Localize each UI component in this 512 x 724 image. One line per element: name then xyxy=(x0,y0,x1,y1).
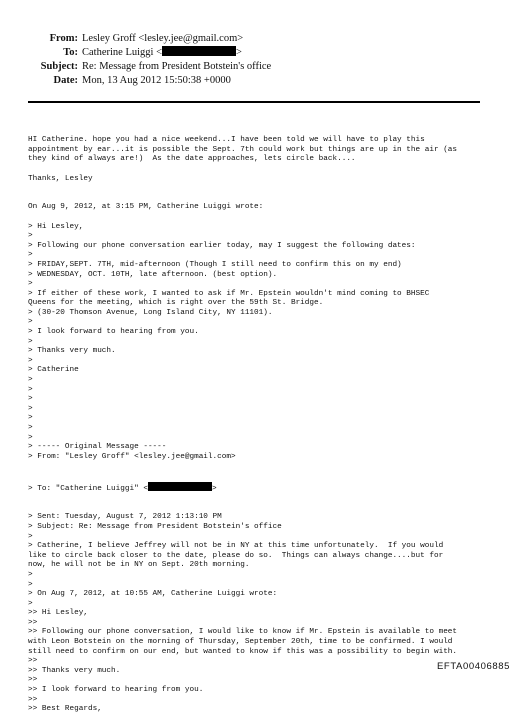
body-line: >> xyxy=(28,657,38,666)
body-line: > Following our phone conversation earlier today, may I suggest the following dates: xyxy=(28,241,416,250)
body-line: > xyxy=(28,395,33,404)
body-line: Queens for the meeting, which is right over the 59th St. Bridge. xyxy=(28,299,324,308)
to-value xyxy=(82,46,242,60)
body-line: > xyxy=(28,337,33,346)
body-line xyxy=(28,213,498,223)
body-line: > xyxy=(28,280,33,289)
body-line xyxy=(28,165,498,175)
body-line: > xyxy=(28,232,33,241)
body-line: >> xyxy=(28,676,38,685)
body-line: > If either of these work, I wanted to ask if Mr. Epstein wouldn't mind coming to BHSEC xyxy=(28,289,430,298)
body-line: > xyxy=(28,356,33,365)
to-prefix: Catherine Luiggi < xyxy=(82,47,162,58)
body-line: > xyxy=(28,376,33,385)
date-value: Mon, 13 Aug 2012 15:50:38 +0000 xyxy=(82,75,231,86)
to-suffix: > xyxy=(236,47,242,58)
body-line: > xyxy=(28,580,33,589)
header-from-row xyxy=(0,32,512,46)
body-line: > xyxy=(28,570,33,579)
body-line: > (30-20 Thomson Avenue, Long Island City, NY 11101). xyxy=(28,308,273,317)
body-line: > xyxy=(28,404,33,413)
body-line: > xyxy=(28,318,33,327)
body-line: like to circle back closer to the date, please do so. Things can always change....but for xyxy=(28,551,444,560)
body-lines-part1 xyxy=(28,136,498,462)
quoted-to-line xyxy=(28,482,498,495)
email-header xyxy=(0,32,512,88)
body-line: > xyxy=(28,414,33,423)
header-subject-row xyxy=(0,60,512,74)
body-line: > I look forward to hearing from you. xyxy=(28,328,199,337)
from-value: Lesley Groff <lesley.jee@gmail.com> xyxy=(82,33,244,44)
body-line: > xyxy=(28,532,33,541)
body-line xyxy=(28,184,498,194)
body-line: On Aug 9, 2012, at 3:15 PM, Catherine Luiggi wrote: xyxy=(28,203,264,212)
body-line: > xyxy=(28,599,33,608)
header-to-row xyxy=(0,46,512,60)
from-label: From: xyxy=(49,33,78,44)
body-line: > Catherine xyxy=(28,366,79,375)
body-line: >> Following our phone conversation, I would like to know if Mr. Epstein is available to meet xyxy=(28,628,458,637)
body-line: >> I look forward to hearing from you. xyxy=(28,686,204,695)
body-line: > Hi Lesley, xyxy=(28,222,84,231)
body-line: > ----- Original Message ----- xyxy=(28,443,167,452)
body-line: still need to confirm on our end, but wanted to know if this was a possibility to begin with. xyxy=(28,647,458,656)
header-divider xyxy=(28,101,480,103)
body-line xyxy=(28,194,498,204)
header-date-row xyxy=(0,74,512,88)
body-line: appointment by ear...it is possible the Sept. 7th could work but things are up in the air (as xyxy=(28,145,458,154)
subject-label: Subject: xyxy=(40,61,78,72)
body-line: Thanks, Lesley xyxy=(28,174,93,183)
body-line: > xyxy=(28,424,33,432)
body-line: > xyxy=(28,385,33,394)
body-line: > Subject: Re: Message from President Botstein's office xyxy=(28,522,282,531)
body-line: >> Thanks very much. xyxy=(28,666,121,675)
body-line: > On Aug 7, 2012, at 10:55 AM, Catherine Luiggi wrote: xyxy=(28,590,278,599)
to-label: To: xyxy=(63,47,78,58)
quoted-to-prefix: > To: "Catherine Luiggi" < xyxy=(28,484,148,493)
body-line: with Leon Botstein on the morning of Thursday, September 20th, time to be confirmed. I would xyxy=(28,638,453,647)
body-line: > Thanks very much. xyxy=(28,347,116,356)
body-line: they kind of always are!) As the date approaches, lets circle back.... xyxy=(28,155,356,164)
body-line: > xyxy=(28,433,33,442)
body-line: > WEDNESDAY, OCT. 10TH, late afternoon. (best option). xyxy=(28,270,278,279)
body-line: HI Catherine. hope you had a nice weekend...I have been told we will have to play this xyxy=(28,136,425,145)
document-id: EFTA00406885 xyxy=(437,661,511,672)
body-line: >> xyxy=(28,695,38,704)
body-line: now, he will not be in NY on Sept. 20th morning. xyxy=(28,561,250,570)
body-line: > From: "Lesley Groff" <lesley.jee@gmail.com> xyxy=(28,452,236,461)
body-line: > xyxy=(28,251,33,260)
body-line: >> Best Regards, xyxy=(28,705,102,714)
quoted-to-suffix: > xyxy=(211,484,217,493)
body-line: >> xyxy=(28,618,38,627)
body-line: >> Hi Lesley, xyxy=(28,609,88,618)
body-line: > FRIDAY,SEPT. 7TH, mid-afternoon (Though I still need to confirm this on my end) xyxy=(28,260,402,269)
redaction-box xyxy=(148,482,212,491)
body-line: > Catherine, I believe Jeffrey will not be in NY at this time unfortunately. If you would xyxy=(28,542,444,551)
date-label: Date: xyxy=(53,75,78,86)
email-body xyxy=(28,117,498,724)
body-line: > Sent: Tuesday, August 7, 2012 1:13:10 PM xyxy=(28,513,222,522)
subject-value: Re: Message from President Botstein's office xyxy=(82,61,272,72)
body-lines-part2 xyxy=(28,513,498,714)
redaction-box xyxy=(162,46,236,56)
